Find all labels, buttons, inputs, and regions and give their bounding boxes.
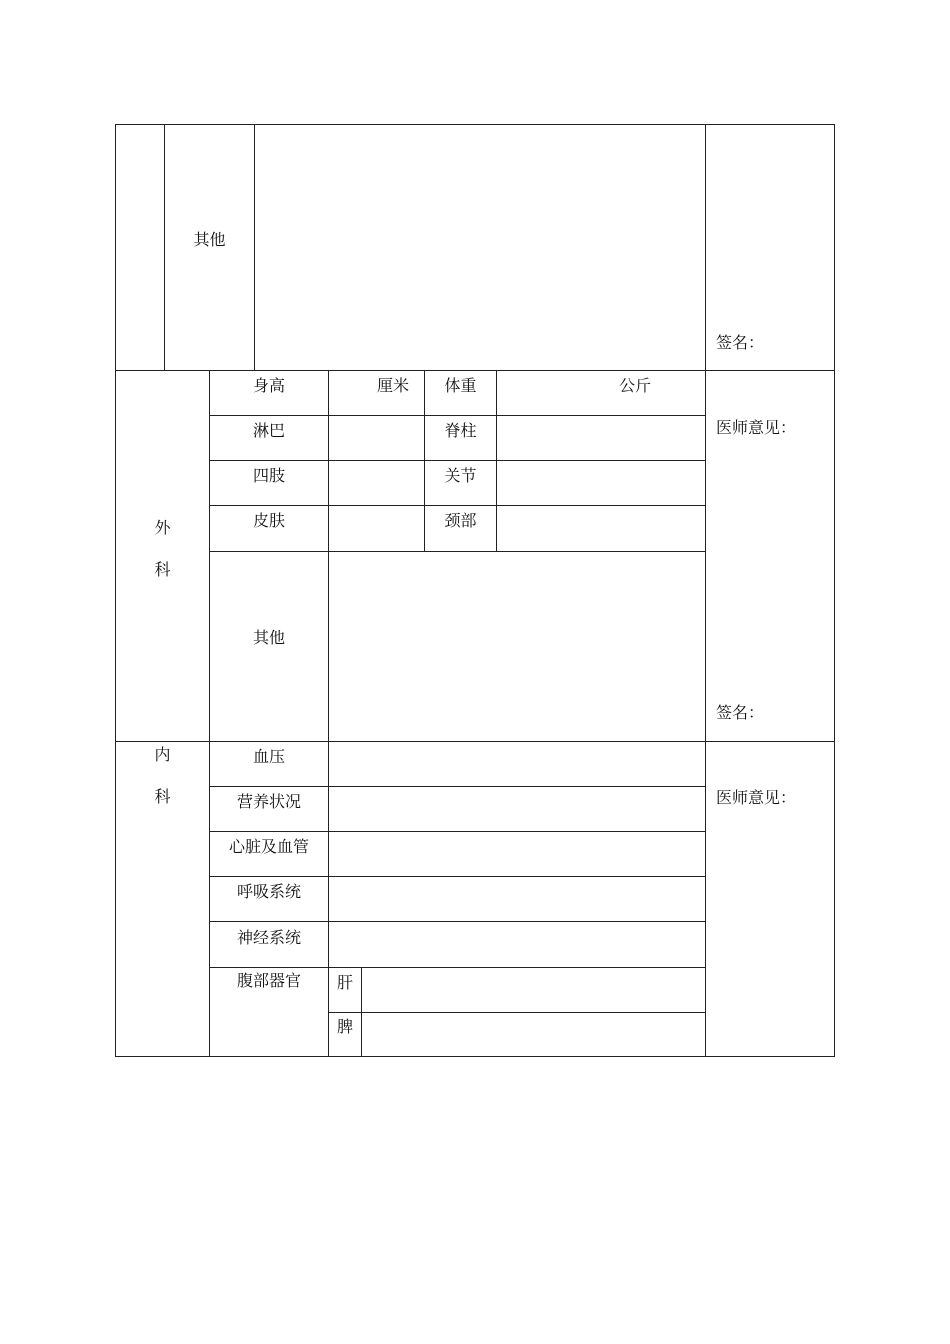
nutrition-label: 营养状况 [236,792,301,811]
internal-dept-char: 内 [154,745,171,764]
opinion-column-divider [705,124,706,1057]
section-divider-surgery [115,370,835,371]
row-divider [209,876,706,877]
row-divider [209,460,706,461]
surgery-dept-char: 科 [154,560,171,579]
internal-opinion-label: 医师意见： [716,788,797,807]
signature-label: 签名： [716,333,765,352]
row-divider [209,786,706,787]
lymph-label: 淋巴 [252,421,285,440]
heart-label: 心脏及血管 [228,837,309,856]
surgery-opinion-label: 医师意见： [716,418,797,437]
surgery-dept-char: 外 [154,518,171,537]
neck-label: 颈部 [444,511,477,530]
spleen-label: 脾 [336,1017,353,1036]
table-top-border [115,124,835,125]
column-divider [496,370,497,551]
liver-label: 肝 [336,973,353,992]
spine-label: 脊柱 [444,421,477,440]
weight-unit: 公斤 [619,376,652,395]
row-divider [209,551,706,552]
abdomen-label: 腹部器官 [236,971,301,990]
skin-label: 皮肤 [252,511,285,530]
row-divider [209,505,706,506]
height-unit: 厘米 [377,376,410,395]
blood-pressure-label: 血压 [252,747,285,766]
table-bottom-border [115,1056,835,1057]
respiratory-label: 呼吸系统 [236,882,301,901]
surgery-other-label: 其他 [252,628,285,647]
table-right-border [834,124,835,1057]
row-divider [209,415,706,416]
nervous-label: 神经系统 [236,928,301,947]
row-divider [209,831,706,832]
internal-dept-char: 科 [154,787,171,806]
section-divider-internal [115,741,835,742]
column-divider [361,967,362,1057]
row-divider [209,967,706,968]
table-left-border [115,124,116,1057]
row-divider [328,1012,706,1013]
row-divider [209,921,706,922]
column-divider [254,124,255,370]
other-label: 其他 [193,230,226,249]
weight-label: 体重 [444,376,477,395]
surgery-signature-label: 签名： [716,703,765,722]
joints-label: 关节 [444,466,477,485]
limbs-label: 四肢 [252,466,285,485]
height-label: 身高 [252,376,285,395]
column-divider [328,370,329,1057]
